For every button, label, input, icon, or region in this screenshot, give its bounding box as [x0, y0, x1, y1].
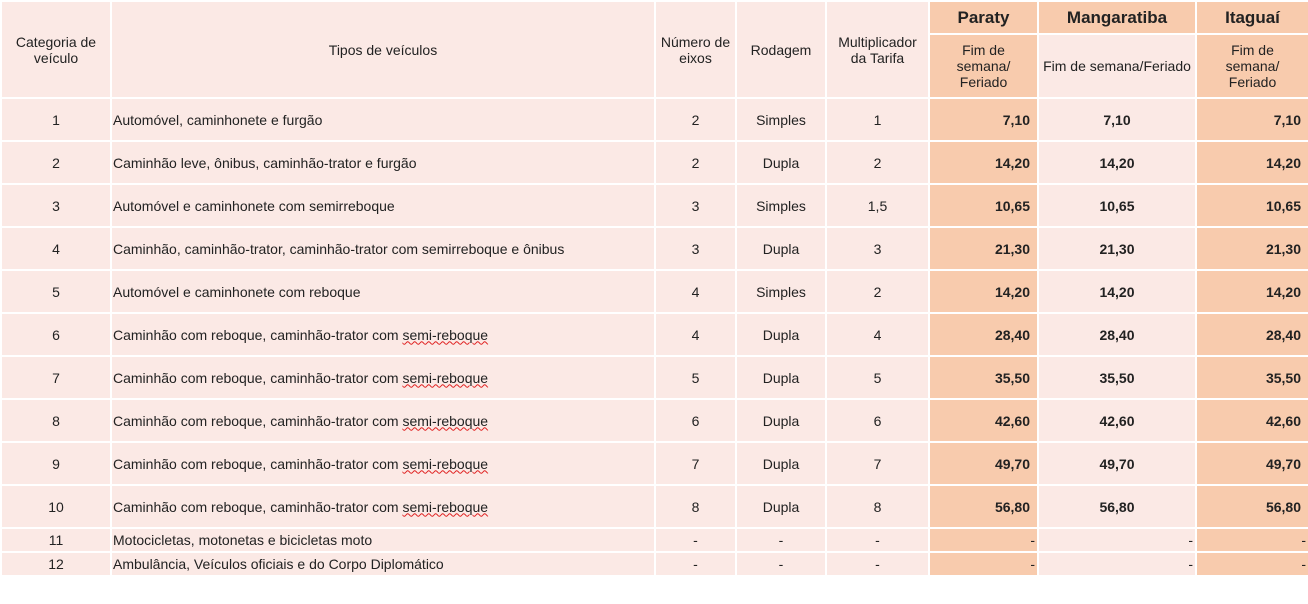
multiplier-cell-text: 8 [873, 498, 882, 515]
category-cell [1, 141, 111, 184]
itaguai-price-cell [1196, 141, 1308, 184]
itaguai-price-cell-text: 10,65 [1265, 197, 1301, 214]
paraty-price-cell [929, 485, 1038, 528]
category-cell-text: 5 [52, 283, 60, 300]
wheels-cell-text: Dupla [762, 412, 800, 429]
paraty-price-cell [929, 227, 1038, 270]
category-cell-text: 2 [52, 154, 60, 171]
paraty-price-cell-text: - [1030, 532, 1035, 548]
header-eixos: Número de eixos [655, 1, 736, 98]
category-cell [1, 485, 111, 528]
paraty-price-cell [929, 552, 1038, 576]
multiplier-cell-text: 6 [873, 412, 882, 429]
category-cell-text: 12 [48, 556, 64, 572]
itaguai-price-cell [1196, 98, 1308, 141]
wheels-cell-text: Dupla [762, 369, 800, 386]
header-paraty: Paraty [929, 1, 1038, 34]
multiplier-cell-text: 4 [873, 326, 882, 343]
subheader-itaguai: Fim de semana/ Feriado [1196, 34, 1308, 98]
axles-cell-text: - [693, 556, 698, 572]
wheels-cell [736, 227, 826, 270]
axles-cell [655, 485, 736, 528]
itaguai-price-cell [1196, 356, 1308, 399]
multiplier-cell [826, 485, 929, 528]
mangaratiba-price-cell [1038, 98, 1196, 141]
vehicle-type-cell [111, 141, 655, 184]
multiplier-cell [826, 141, 929, 184]
table-row [1, 313, 1308, 356]
vehicle-type-cell [111, 399, 655, 442]
wheels-cell [736, 442, 826, 485]
vehicle-type-cell [111, 270, 655, 313]
vehicle-type-cell [111, 442, 655, 485]
mangaratiba-price-cell-text: - [1188, 556, 1193, 572]
paraty-price-cell [929, 184, 1038, 227]
paraty-price-cell [929, 399, 1038, 442]
axles-cell [655, 313, 736, 356]
header-categoria: Categoria de veículo [1, 1, 111, 98]
mangaratiba-price-cell [1038, 270, 1196, 313]
category-cell [1, 356, 111, 399]
axles-cell [655, 270, 736, 313]
mangaratiba-price-cell [1038, 485, 1196, 528]
itaguai-price-cell-text: 14,20 [1265, 154, 1301, 171]
wheels-cell [736, 552, 826, 576]
category-cell-text: 11 [48, 532, 64, 548]
axles-cell-text: 6 [691, 412, 700, 429]
category-cell-text: 8 [52, 412, 60, 429]
axles-cell-text: 3 [691, 240, 700, 257]
multiplier-cell-text: 1,5 [867, 197, 888, 214]
multiplier-cell [826, 227, 929, 270]
itaguai-price-cell-text: - [1301, 556, 1306, 572]
vehicle-type-cell-text: Automóvel e caminhonete com semirreboque [113, 197, 395, 214]
axles-cell-text: 4 [691, 326, 700, 343]
category-cell [1, 442, 111, 485]
axles-cell-text: 8 [691, 498, 700, 515]
itaguai-price-cell [1196, 270, 1308, 313]
paraty-price-cell-text: 35,50 [994, 369, 1030, 386]
itaguai-price-cell [1196, 313, 1308, 356]
category-cell [1, 552, 111, 576]
mangaratiba-price-cell-text: 14,20 [1099, 154, 1135, 171]
paraty-price-cell [929, 270, 1038, 313]
wheels-cell-text: Dupla [762, 154, 800, 171]
table-row [1, 442, 1308, 485]
mangaratiba-price-cell [1038, 184, 1196, 227]
mangaratiba-price-cell-text: - [1188, 532, 1193, 548]
multiplier-cell-text: - [875, 556, 880, 572]
axles-cell [655, 141, 736, 184]
axles-cell-text: 5 [691, 369, 700, 386]
vehicle-type-cell-text: Caminhão com reboque, caminhão-trator com [113, 326, 403, 343]
wheels-cell [736, 184, 826, 227]
paraty-price-cell [929, 141, 1038, 184]
mangaratiba-price-cell-text: 21,30 [1099, 240, 1135, 257]
mangaratiba-price-cell-text: 35,50 [1099, 369, 1135, 386]
mangaratiba-price-cell [1038, 528, 1196, 552]
category-cell [1, 98, 111, 141]
category-cell [1, 184, 111, 227]
itaguai-price-cell-text: 7,10 [1273, 111, 1301, 128]
mangaratiba-price-cell-text: 10,65 [1099, 197, 1135, 214]
wheels-cell-text: - [778, 532, 784, 548]
itaguai-price-cell-text: 42,60 [1265, 412, 1301, 429]
header-tipos: Tipos de veículos [111, 1, 655, 98]
misspelled-word: semi-reboque [402, 326, 489, 343]
multiplier-cell [826, 270, 929, 313]
table-row [1, 552, 1308, 576]
axles-cell [655, 528, 736, 552]
category-cell-text: 1 [52, 111, 60, 128]
misspelled-word: semi-reboque [402, 369, 489, 386]
wheels-cell [736, 356, 826, 399]
paraty-price-cell [929, 442, 1038, 485]
mangaratiba-price-cell [1038, 442, 1196, 485]
vehicle-type-cell-text: Caminhão, caminhão-trator, caminhão-trator com semirreboque e ônibus [113, 240, 565, 257]
table-row [1, 141, 1308, 184]
mangaratiba-price-cell-text: 28,40 [1099, 326, 1135, 343]
wheels-cell-text: Simples [756, 197, 806, 214]
itaguai-price-cell-text: 21,30 [1265, 240, 1301, 257]
mangaratiba-price-cell [1038, 399, 1196, 442]
wheels-cell-text: Dupla [762, 326, 800, 343]
wheels-cell-text: Dupla [762, 240, 800, 257]
multiplier-cell-text: 2 [873, 154, 882, 171]
category-cell-text: 3 [52, 197, 60, 214]
axles-cell-text: - [693, 532, 698, 548]
axles-cell [655, 552, 736, 576]
itaguai-price-cell-text: 35,50 [1265, 369, 1301, 386]
wheels-cell [736, 485, 826, 528]
paraty-price-cell-text: 7,10 [1002, 111, 1030, 128]
paraty-price-cell-text: 56,80 [994, 498, 1030, 515]
vehicle-type-cell [111, 184, 655, 227]
axles-cell [655, 184, 736, 227]
itaguai-price-cell-text: 28,40 [1265, 326, 1301, 343]
wheels-cell [736, 313, 826, 356]
category-cell [1, 270, 111, 313]
itaguai-price-cell-text: 14,20 [1265, 283, 1301, 300]
wheels-cell [736, 141, 826, 184]
vehicle-type-cell [111, 552, 655, 576]
axles-cell [655, 442, 736, 485]
category-cell [1, 313, 111, 356]
mangaratiba-price-cell [1038, 141, 1196, 184]
axles-cell-text: 2 [691, 111, 700, 128]
header-mangaratiba: Mangaratiba [1038, 1, 1196, 34]
itaguai-price-cell [1196, 552, 1308, 576]
multiplier-cell [826, 313, 929, 356]
vehicle-type-cell-text: Ambulância, Veículos oficiais e do Corpo Diplomático [113, 556, 444, 572]
wheels-cell [736, 98, 826, 141]
mangaratiba-price-cell-text: 14,20 [1099, 283, 1135, 300]
axles-cell-text: 4 [691, 283, 700, 300]
mangaratiba-price-cell-text: 42,60 [1099, 412, 1135, 429]
multiplier-cell-text: - [875, 532, 880, 548]
multiplier-cell [826, 184, 929, 227]
header-multiplicador: Multiplicador da Tarifa [826, 1, 929, 98]
mangaratiba-price-cell-text: 56,80 [1099, 498, 1135, 515]
vehicle-type-cell [111, 313, 655, 356]
multiplier-cell [826, 442, 929, 485]
vehicle-type-cell-text: Caminhão com reboque, caminhão-trator com [113, 369, 403, 386]
paraty-price-cell [929, 356, 1038, 399]
paraty-price-cell-text: 49,70 [994, 455, 1030, 472]
paraty-price-cell-text: - [1030, 556, 1035, 572]
vehicle-type-cell [111, 227, 655, 270]
header-rodagem: Rodagem [736, 1, 826, 98]
paraty-price-cell-text: 14,20 [994, 283, 1030, 300]
itaguai-price-cell [1196, 442, 1308, 485]
axles-cell-text: 2 [691, 154, 700, 171]
paraty-price-cell-text: 42,60 [994, 412, 1030, 429]
table-row [1, 356, 1308, 399]
mangaratiba-price-cell [1038, 227, 1196, 270]
itaguai-price-cell-text: 49,70 [1265, 455, 1301, 472]
table-row [1, 399, 1308, 442]
subheader-mangaratiba: Fim de semana/Feriado [1038, 34, 1196, 98]
category-cell-text: 6 [52, 326, 60, 343]
multiplier-cell [826, 399, 929, 442]
paraty-price-cell [929, 98, 1038, 141]
category-cell-text: 7 [52, 369, 60, 386]
mangaratiba-price-cell [1038, 552, 1196, 576]
vehicle-type-cell-text: Caminhão com reboque, caminhão-trator com [113, 455, 403, 472]
vehicle-type-cell-text: Motocicletas, motonetas e bicicletas moto [113, 532, 373, 548]
axles-cell [655, 356, 736, 399]
wheels-cell-text: Simples [756, 111, 806, 128]
wheels-cell-text: Simples [756, 283, 806, 300]
vehicle-type-cell [111, 485, 655, 528]
multiplier-cell-text: 5 [873, 369, 882, 386]
misspelled-word: semi-reboque [402, 498, 489, 515]
multiplier-cell-text: 7 [873, 455, 882, 472]
itaguai-price-cell [1196, 227, 1308, 270]
wheels-cell-text: Dupla [762, 498, 800, 515]
paraty-price-cell-text: 14,20 [994, 154, 1030, 171]
header-itaguai: Itaguaí [1196, 1, 1308, 34]
vehicle-type-cell-text: Caminhão com reboque, caminhão-trator com [113, 412, 403, 429]
vehicle-type-cell [111, 98, 655, 141]
table-row [1, 485, 1308, 528]
category-cell [1, 399, 111, 442]
mangaratiba-price-cell [1038, 356, 1196, 399]
multiplier-cell [826, 552, 929, 576]
wheels-cell [736, 270, 826, 313]
table-row [1, 98, 1308, 141]
multiplier-cell [826, 98, 929, 141]
itaguai-price-cell [1196, 528, 1308, 552]
multiplier-cell-text: 1 [873, 111, 882, 128]
wheels-cell [736, 528, 826, 552]
axles-cell [655, 399, 736, 442]
paraty-price-cell-text: 28,40 [994, 326, 1030, 343]
itaguai-price-cell-text: - [1301, 532, 1306, 548]
multiplier-cell [826, 356, 929, 399]
category-cell-text: 10 [48, 498, 64, 515]
mangaratiba-price-cell-text: 49,70 [1099, 455, 1135, 472]
itaguai-price-cell [1196, 399, 1308, 442]
vehicle-type-cell-text: Automóvel e caminhonete com reboque [113, 283, 361, 300]
misspelled-word: semi-reboque [402, 412, 489, 429]
mangaratiba-price-cell-text: 7,10 [1103, 111, 1131, 128]
paraty-price-cell [929, 313, 1038, 356]
mangaratiba-price-cell [1038, 313, 1196, 356]
vehicle-type-cell-text: Caminhão com reboque, caminhão-trator com [113, 498, 403, 515]
wheels-cell [736, 399, 826, 442]
vehicle-type-cell-text: Caminhão leve, ônibus, caminhão-trator e furgão [113, 154, 417, 171]
category-cell [1, 528, 111, 552]
itaguai-price-cell-text: 56,80 [1265, 498, 1301, 515]
table-row [1, 528, 1308, 552]
vehicle-type-cell [111, 356, 655, 399]
table-row [1, 270, 1308, 313]
multiplier-cell-text: 2 [873, 283, 882, 300]
category-cell-text: 9 [52, 455, 60, 472]
vehicle-type-cell [111, 528, 655, 552]
table-row [1, 227, 1308, 270]
axles-cell [655, 98, 736, 141]
subheader-paraty: Fim de semana/ Feriado [929, 34, 1038, 98]
itaguai-price-cell [1196, 485, 1308, 528]
misspelled-word: semi-reboque [402, 455, 489, 472]
axles-cell [655, 227, 736, 270]
wheels-cell-text: Dupla [762, 455, 800, 472]
paraty-price-cell-text: 21,30 [994, 240, 1030, 257]
axles-cell-text: 3 [691, 197, 700, 214]
category-cell [1, 227, 111, 270]
category-cell-text: 4 [52, 240, 60, 257]
wheels-cell-text: - [778, 556, 784, 572]
table-row [1, 184, 1308, 227]
itaguai-price-cell [1196, 184, 1308, 227]
paraty-price-cell [929, 528, 1038, 552]
multiplier-cell [826, 528, 929, 552]
vehicle-type-cell-text: Automóvel, caminhonete e furgão [113, 111, 323, 128]
multiplier-cell-text: 3 [873, 240, 882, 257]
axles-cell-text: 7 [691, 455, 700, 472]
paraty-price-cell-text: 10,65 [994, 197, 1030, 214]
